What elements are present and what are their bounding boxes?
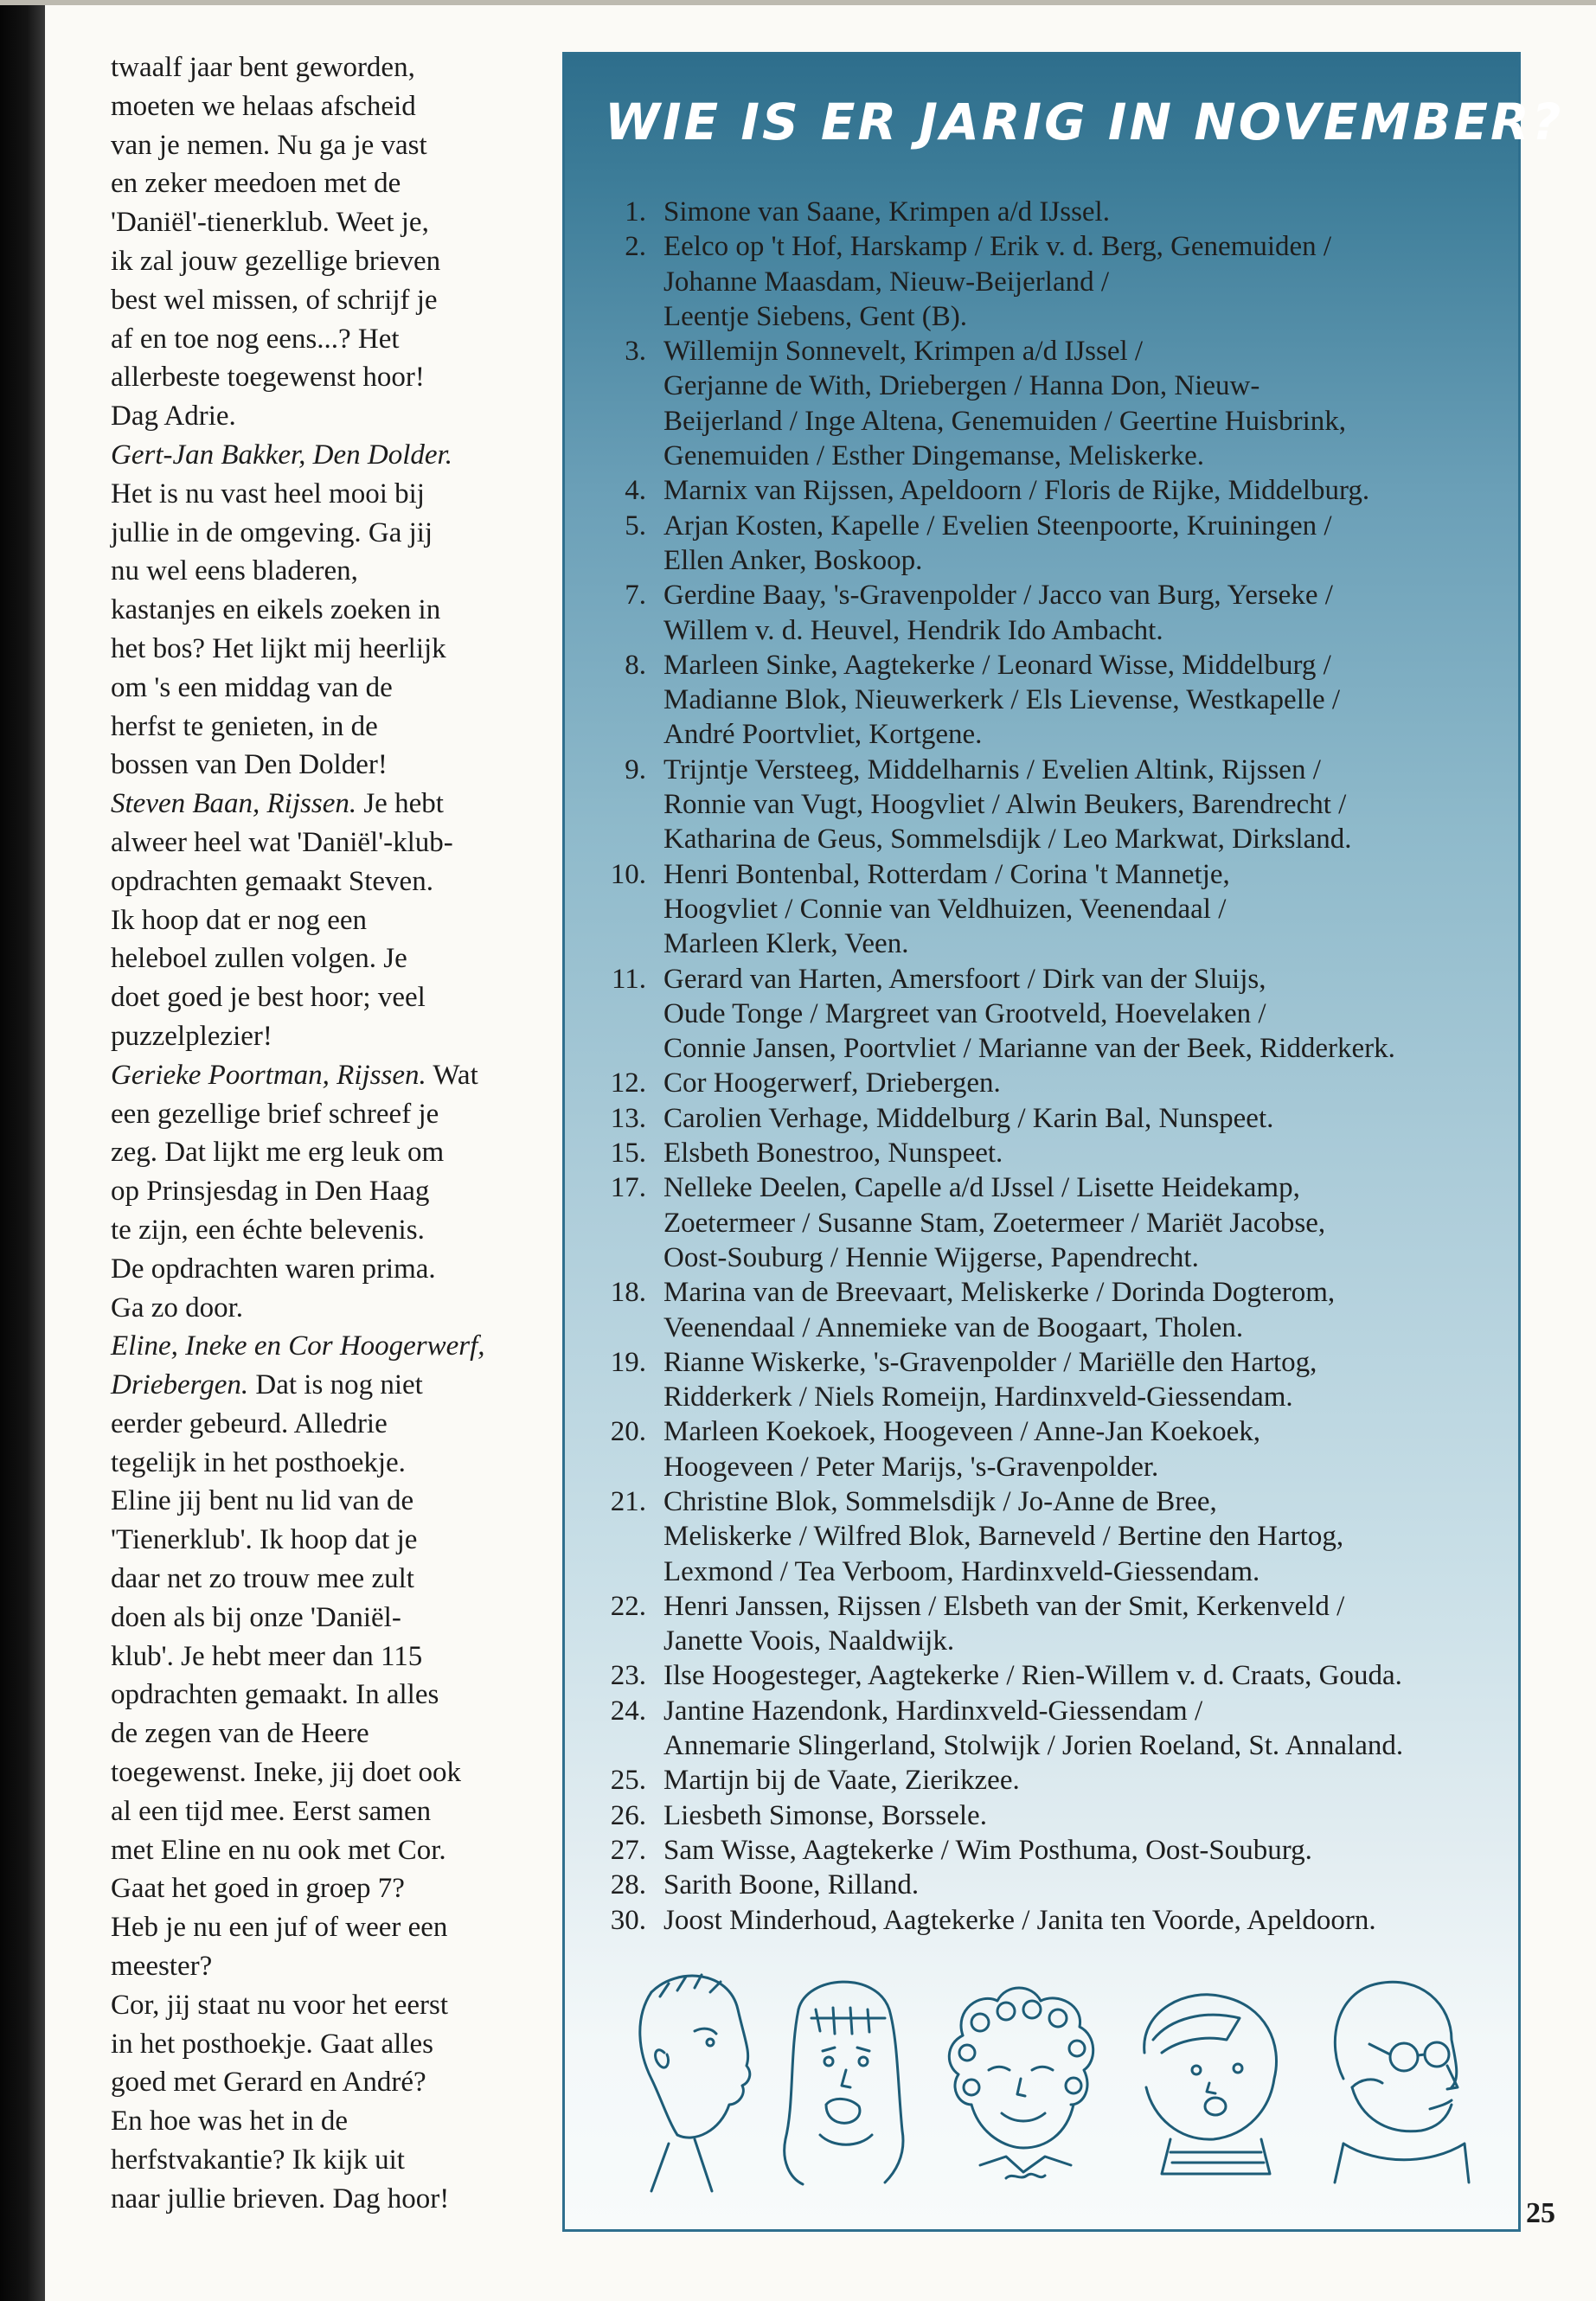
letter-text: Dat is nog niet eerder gebeurd. Alledrie tegelijk in het posthoekje. Eline jij bent nu lid van de 'Tienerklub'. Ik hoop dat je daar net zo trouw mee zult doen als bij onze 'Daniël- klub'. Je hebt meer dan 115 opdrachten gemaakt. In alles de zegen van de Heere toegewenst. Ineke, jij doet ook al een tijd mee. Eerst samen met Eline en nu ook met Cor. Gaat het goed in groep 7? Heb je nu een juf of weer een meester? Cor, jij staat nu voor het eerst in het posthoekje. Gaat alles goed met Gerard en André? En hoe was het in de herfstvakantie? Ik kijk uit naar jullie brieven. Dag hoor! [111,1369,462,2214]
birthday-names: Ilse Hoogesteger, Aagtekerke / Rien-Willem v. d. Craats, Gouda. [663,1660,1402,1692]
birthday-day: 20. [610,1416,646,1448]
letter-reply-1 [111,436,543,785]
birthday-entry [586,1903,1520,1938]
birthday-day: 13. [610,1102,646,1134]
page-top-edge [0,0,1596,5]
birthday-names: Elsbeth Bonestroo, Nunspeet. [663,1138,1003,1170]
birthday-entry [586,1170,1520,1275]
birthday-day: 10. [610,858,646,890]
letter-reply-0 [111,48,543,436]
birthday-day: 27. [610,1834,646,1866]
birthday-entry [586,1798,1520,1833]
birthday-day: 21. [610,1485,646,1517]
child-sketch-2 [785,1982,903,2184]
birthday-day: 2. [625,231,646,263]
letter-reply-4 [111,1327,543,2218]
birthday-entry [586,334,1520,473]
birthday-names: Martijn bij de Vaate, Zierikzee. [663,1765,1020,1797]
birthday-entry [586,1833,1520,1868]
birthday-entry [586,1066,1520,1100]
birthday-day: 7. [625,580,646,612]
birthday-entry [586,473,1520,508]
birthday-entry [586,1484,1520,1589]
birthday-names: Arjan Kosten, Kapelle / Evelien Steenpoorte, Kruiningen / Ellen Anker, Boskoop. [663,510,1332,576]
birthday-names: Joost Minderhoud, Aagtekerke / Janita ten Voorde, Apeldoorn. [663,1904,1376,1936]
birthday-entry [586,1868,1520,1902]
birthday-entry [586,1658,1520,1693]
birthday-names: Henri Janssen, Rijssen / Elsbeth van der Smit, Kerkenveld / Janette Voois, Naaldwijk. [663,1590,1345,1657]
birthday-day: 3. [625,336,646,368]
birthday-day: 25. [610,1765,646,1797]
birthday-entry [586,1414,1520,1484]
birthday-names: Nelleke Deelen, Capelle a/d IJssel / Lisette Heidekamp, Zoetermeer / Susanne Stam, Zoetermeer / Mariët Jacobse, Oost-Souburg / Hennie Wijgerse, Papendrecht. [663,1172,1326,1273]
child-sketch-3 [949,1988,1093,2178]
letter-text: Je hebt alweer heel wat 'Daniël'-klub- opdrachten gemaakt Steven. Ik hoop dat er nog een heleboel zullen volgen. Je doet goed je best hoor; veel puzzelplezier! [111,788,453,1052]
birthday-names: Willemijn Sonnevelt, Krimpen a/d IJssel / Gerjanne de With, Driebergen / Hanna Don, Nieuw- Beijerland / Inge Altena, Genemuiden / Geertine Huisbrink, Genemuiden / Esther Dingemanse, Meliskerke. [663,336,1347,472]
birthday-entry [586,229,1520,334]
birthday-entry [586,1694,1520,1764]
birthday-day: 12. [610,1067,646,1099]
letter-recipient: Gert-Jan Bakker, Den Dolder. [111,439,452,471]
birthday-entry [586,578,1520,648]
birthday-day: 30. [610,1904,646,1936]
birthday-names: Henri Bontenbal, Rotterdam / Corina 't Mannetje, Hoogvliet / Connie van Veldhuizen, Veenendaal / Marleen Klerk, Veen. [663,858,1230,960]
birthday-entry [586,962,1520,1067]
birthday-names: Gerard van Harten, Amersfoort / Dirk van der Sluijs, Oude Tonge / Margreet van Grootveld, Hoevelaken / Connie Jansen, Poortvliet / Marianne van der Beek, Ridderkerk. [663,963,1395,1065]
birthday-title: WIE IS ER JARIG IN NOVEMBER? [605,93,1564,151]
letter-recipient: Steven Baan, Rijssen. [111,788,357,820]
binding-shadow [0,0,45,2301]
birthday-entry [586,1345,1520,1415]
letter-reply-3 [111,1056,543,1328]
child-sketch-5 [1335,1982,1469,2182]
birthday-day: 4. [625,475,646,507]
birthday-entry [586,1136,1520,1170]
birthday-names: Eelco op 't Hof, Harskamp / Erik v. d. Berg, Genemuiden / Johanne Maasdam, Nieuw-Beijerland / Leentje Siebens, Gent (B). [663,231,1332,332]
birthday-names: Jantine Hazendonk, Hardinxveld-Giessendam / Annemarie Slingerland, Stolwijk / Jorien Roeland, St. Annaland. [663,1695,1404,1762]
birthday-panel [562,52,1564,2232]
birthday-names: Marleen Sinke, Aagtekerke / Leonard Wisse, Middelburg / Madianne Blok, Nieuwerkerk / Els Lievense, Westkapelle / André Poortvliet, Kortgene. [663,649,1341,751]
birthday-entry [586,1763,1520,1798]
birthday-day: 9. [625,753,646,785]
birthday-names: Trijntje Versteeg, Middelharnis / Evelien Altink, Rijssen / Ronnie van Vugt, Hoogvliet / Alwin Beukers, Barendrecht / Katharina de Geus, Sommelsdijk / Leo Markwat, Dirksland. [663,753,1352,856]
birthday-names: Cor Hoogerwerf, Driebergen. [663,1067,1001,1099]
letter-recipient: Eline, Ineke en Cor Hoogerwerf, Driebergen. [111,1330,485,1401]
birthday-day: 1. [625,196,646,228]
birthday-entry [586,195,1520,229]
birthday-names: Liesbeth Simonse, Borssele. [663,1799,987,1831]
birthday-day: 8. [625,649,646,681]
birthday-names: Marleen Koekoek, Hoogeveen / Anne-Jan Koekoek, Hoogeveen / Peter Marijs, 's-Gravenpolder. [663,1416,1261,1483]
letter-text: Wat een gezellige brief schreef je zeg. Dat lijkt me erg leuk om op Prinsjesdag in Den Haag te zijn, een échte belevenis. De opdrachten waren prima. Ga zo door. [111,1059,478,1324]
birthday-day: 24. [610,1695,646,1727]
letters-column [111,48,543,2219]
birthday-names: Marnix van Rijssen, Apeldoorn / Floris de Rijke, Middelburg. [663,475,1370,507]
child-sketch-1 [640,1975,750,2191]
birthday-entry [586,857,1520,962]
letter-recipient: Gerieke Poortman, Rijssen. [111,1059,426,1091]
birthday-entry [586,753,1520,857]
letter-reply-2 [111,785,543,1056]
birthday-day: 17. [610,1172,646,1204]
birthday-day: 11. [611,963,646,995]
letter-text: twaalf jaar bent geworden, moeten we helaas afscheid van je nemen. Nu ga je vast en zeker meedoen met de 'Daniël'-tienerklub. Weet je, ik zal jouw gezellige brieven best wel missen, of schrijf je af en toe nog eens...? Het allerbeste toegewenst hoor! Dag Adrie. [111,52,441,433]
letter-text: Het is nu vast heel mooi bij jullie in de omgeving. Ga jij nu wel eens bladeren, kastanjes en eikels zoeken in het bos? Het lijkt mij heerlijk om 's een middag van de herfst te genieten, in de bossen van Den Dolder! [111,478,446,781]
birthday-day: 23. [610,1660,646,1692]
birthday-day: 18. [610,1277,646,1309]
birthday-day: 5. [625,510,646,542]
birthday-names: Sarith Boone, Rilland. [663,1869,920,1901]
birthday-names: Carolien Verhage, Middelburg / Karin Bal, Nunspeet. [663,1102,1274,1134]
birthday-names: Rianne Wiskerke, 's-Gravenpolder / Mariëlle den Hartog, Ridderkerk / Niels Romeijn, Hardinxveld-Giessendam. [663,1346,1317,1413]
birthday-day: 15. [610,1138,646,1170]
birthday-names: Christine Blok, Sommelsdijk / Jo-Anne de Bree, Meliskerke / Wilfred Blok, Barneveld / Bertine den Hartog, Lexmond / Tea Verboom, Hardinxveld-Giessendam. [663,1485,1344,1587]
birthday-entry [586,1101,1520,1136]
birthday-day: 19. [610,1346,646,1378]
birthday-day: 28. [610,1869,646,1901]
birthday-list [586,195,1520,1938]
birthday-entry [586,1589,1520,1659]
birthday-entry [586,509,1520,579]
birthday-names: Marina van de Breevaart, Meliskerke / Dorinda Dogterom, Veenendaal / Annemieke van de Boogaart, Tholen. [663,1277,1336,1343]
birthday-names: Simone van Saane, Krimpen a/d IJssel. [663,196,1110,228]
children-sketches [599,1958,1482,2200]
birthday-entry [586,648,1520,753]
birthday-day: 22. [610,1590,646,1622]
child-sketch-4 [1144,1995,1277,2174]
birthday-entry [586,1275,1520,1345]
page-number: 25 [1526,2197,1555,2229]
birthday-day: 26. [610,1799,646,1831]
birthday-names: Sam Wisse, Aagtekerke / Wim Posthuma, Oost-Souburg. [663,1834,1312,1866]
birthday-names: Gerdine Baay, 's-Gravenpolder / Jacco van Burg, Yerseke / Willem v. d. Heuvel, Hendrik Ido Ambacht. [663,580,1333,646]
